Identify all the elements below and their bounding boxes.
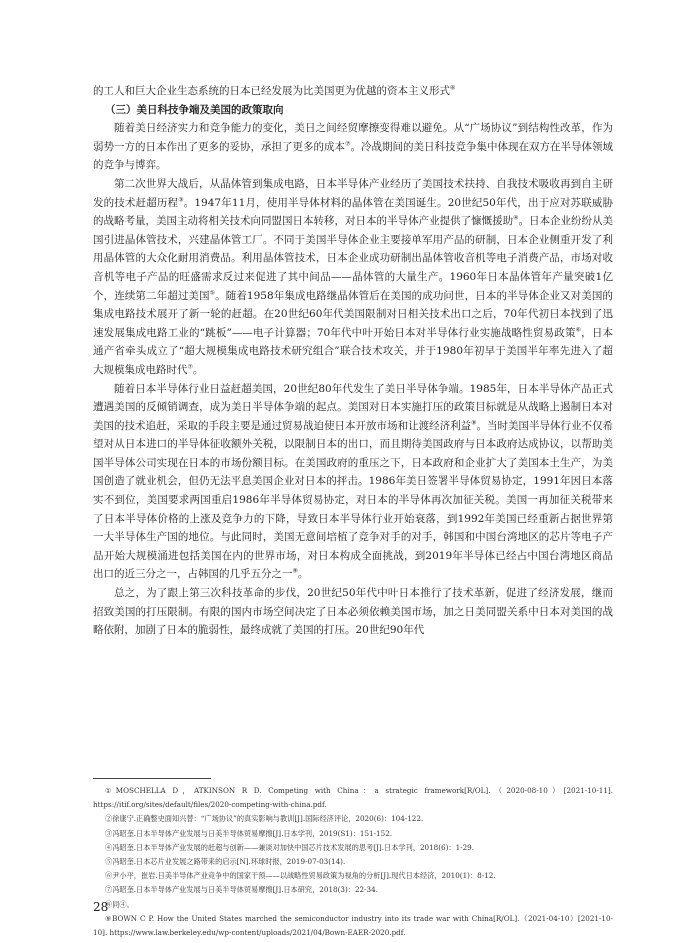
- paragraph: [93, 119, 613, 175]
- footnote-ref[interactable]: ⑥: [450, 84, 456, 92]
- footnote-ref[interactable]: ⑨: [292, 567, 298, 575]
- footnote-ref[interactable]: ⑥: [575, 326, 582, 334]
- text-run: 。当时美国半导体行业不仅希望对从日本进口的半导体征收额外关税，以限制日本的出口，而且期待美国政府与日本政府达成协议，以帮助美国半导体公司实现在日本的市场份额目标。在美国政府的重压之下，日本政府和企业扩大了美国本土生产，为美国创造了就业机会，但仍无法平息美国企业对日本的抨击。1986年美日签署半导体贸易协定，1991年因日本落实不到位，美国要求两国重启1986年半导体贸易协定，对日本的半导体再次加征关税。美国一再加征关税带来了日本半导体价格的上涨及竞争力的下降，导致日本半导体行业开始衰落，到1992年美国已经重新占据世界第一大半导体生产国的地位。与此同时，美国无意间培植了竞争对手的对手，韩国和中国台湾地区的芯片等电子产品开始大规模涌进包括美国在内的世界市场，对日本构成全面挑战，到2019年半导体已经占中国台湾地区商品出口的近三分之一，占韩国的几乎五分之一: [93, 419, 614, 581]
- page-number: 28: [93, 900, 109, 914]
- footnote: ⑦冯昭奎.日本半导体产业发展与日美半导体贸易摩擦[J].日本研究，2018(3)：22-34.: [105, 885, 378, 895]
- text-run: 的工人和巨大企业生态系统的日本已经发展为比美国更为优越的资本主义形式: [93, 85, 450, 97]
- text-run: 。冷战期间的美日科技竞争集中体现在双方在半导体领域的竞争与博弈。: [93, 140, 614, 172]
- footnotes: [93, 784, 613, 940]
- text-run: 。1947年11月，使用半导体材料的晶体管在美国诞生。20世纪50年代，出于应对苏联威胁的战略考量，美国主动将相关技术向同盟国日本转移，对日本的半导体产业提供了慷慨援助: [93, 196, 613, 228]
- text-run: ，日本通产省牵头成立了“超大规模集成电路技术研究组合”联合技术攻关，并于1980年初早于美国半年率先进入了超大规模集成电路时代: [93, 326, 613, 376]
- footnote: ⑤冯昭奎.日本芯片业发展之路带来的启示[N].环球时报，2019-07-03(14).: [105, 857, 346, 867]
- footnote: ④冯昭奎.日本半导体产业发展的赶超与创新——兼谈对加快中国芯片技术发展的思考[J].日本学刊，2018(6)：1-29.: [105, 842, 475, 852]
- footnote-ref[interactable]: ⑤: [209, 289, 216, 297]
- text-run: 。随着1958年集成电路继晶体管后在美国的成功问世，日本的半导体企业又对美国的集成电路技术展开了新一轮的赶超。在20世纪60年代美国限制对日相关技术出口之后，70年代初日本找到了迅速发展集成电路工业的“跳板”——电子计算器；70年代中叶开始日本对半导体行业实施战略性贸易政策: [93, 289, 613, 339]
- paragraph: 总之，为了跟上第三次科技革命的步伐，20世纪50年代中叶日本推行了技术革新，促进了经济发展，继而招致美国的打压限制。有限的国内市场空间决定了日本必须依赖美国市场，加之日美同盟关系中日本对美国的战略依附，加剧了日本的脆弱性，最终成就了美国的打压。20世纪90年代: [93, 587, 613, 637]
- footnote: ③冯昭奎.日本半导体产业发展与日美半导体贸易摩擦[J].日本学刊，2019(S1)：151-152.: [105, 828, 393, 838]
- text-run: 。: [297, 568, 309, 581]
- footnote-ref[interactable]: ⑦: [187, 363, 193, 371]
- footnote-ref[interactable]: ⑧: [471, 419, 477, 427]
- text-run: 随着美日经济实力和竞争能力的变化，美日之间经贸摩擦变得难以避免。从“广场协议”到结构性改革，作为弱势一方的日本作出了更多的妥协，承担了更多的成本: [93, 122, 613, 153]
- section-heading: （三）美日科技争端及美国的政策取向: [105, 103, 284, 116]
- paragraph: [93, 175, 613, 380]
- footnote: ⑥尹小平，崔岩.日美半导体产业竞争中的国家干预——以战略性贸易政策为视角的分析[J].现代日本经济，2010(1)：8-12.: [105, 871, 496, 881]
- main-body: [93, 82, 613, 640]
- footnote-ref[interactable]: ③: [178, 196, 184, 204]
- text-run: 随着日本半导体行业日益赶超美国，20世纪80年代发生了美日半导体争端。1985年，日本半导体产品正式遭遇美国的反倾销调查，成为美日半导体争端的起点。美国对日本实施打压的政策目标就是从战略上遏制日本对美国的技术追赶，采取的手段主要是通过贸易战迫使日本开放市场和让渡经济利益: [93, 382, 613, 432]
- text-run: 第二次世界大战后，从晶体管到集成电路，日本半导体产业经历了美国技术扶持、自我技术吸收再到自主研发的技术赶超历程: [93, 177, 613, 209]
- footnote: ⑧同④。: [105, 899, 134, 909]
- footnote-divider: [93, 778, 211, 779]
- footnote-ref[interactable]: ⑦: [345, 140, 351, 148]
- text-run: 。: [192, 363, 204, 376]
- footnote: ①MOSCHELLA D，ATKINSON R D. Competing with China：a strategic framework[R/OL].（2020-08-10）[2021-10-11]. https://itif.org/sites/default/files/2020-competing-with-china.pdf.: [93, 786, 613, 810]
- footnote: ②徐康宁.正确整史面知兴替：“广场协议”的真实影响与教训[J].国际经济评论，2020(6)：104-122.: [105, 814, 424, 824]
- paragraph-continued: [93, 82, 613, 101]
- footnote: ⑨BOWN C P. How the United States marched the semiconductor industry into its trade war with China[R/OL].（2021-04-10）[2021-10-10]. https://www.law.berkeley.edu/wp-content/uploads/2021/04/Bown-EAER-2020.pdf.: [93, 913, 613, 938]
- footnote-ref[interactable]: ④: [513, 214, 519, 222]
- paragraph: [93, 380, 613, 585]
- text-run: 。日本企业纷纷从美国引进晶体管技术，兴建晶体管工厂。不同于美国半导体企业主要接单军用产品的研制，日本企业侧重开发了利用晶体管的大众化耐用消费品。利用晶体管技术，日本企业成功研制出晶体管收音机等电子消费产品，市场对收音机等电子产品的旺盛需求反过来促进了其中间品——晶体管的大量生产。1960年日本晶体管年产量突破1亿个，连续第二年超过美国: [93, 215, 614, 302]
